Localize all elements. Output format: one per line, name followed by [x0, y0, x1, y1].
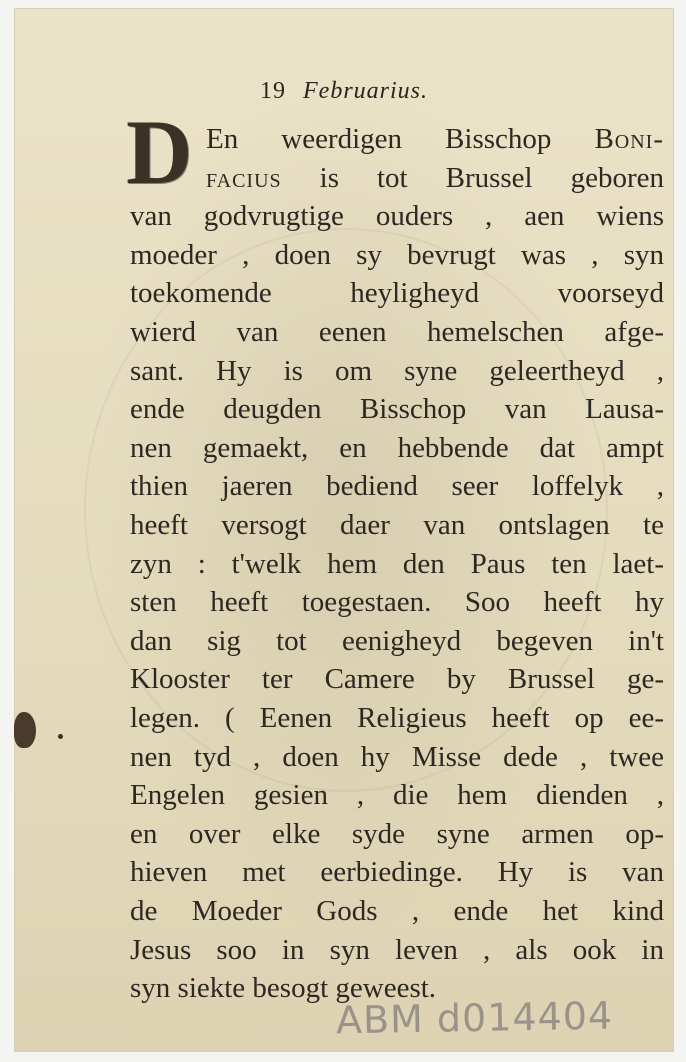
text-line	[130, 508, 664, 542]
text-line	[130, 624, 664, 658]
text-segment: facius	[206, 161, 282, 194]
text-segment: heeft versogt daer van ontslagen te	[130, 509, 664, 541]
archive-reference: ABM d014404	[335, 993, 614, 1043]
text-segment: wierd van eenen hemelschen afge-	[130, 316, 664, 348]
text-segment: legen. ( Eenen Religieus heeft op ee-	[130, 702, 664, 734]
text-line	[130, 354, 664, 388]
text-line	[130, 855, 664, 889]
text-segment: Klooster ter Camere by Brussel ge-	[130, 663, 664, 696]
text-segment: syn siekte besogt geweest.	[130, 972, 437, 1005]
text-line	[206, 161, 664, 195]
page-header	[14, 78, 674, 105]
text-line	[130, 199, 664, 233]
text-segment: de Moeder Gods , ende het kind	[130, 895, 664, 927]
text-line	[130, 431, 664, 465]
text-segment: Engelen gesien , die hem dienden ,	[130, 779, 664, 812]
text-line	[130, 276, 664, 310]
text-segment: ende deugden Bisschop van Lausa-	[130, 393, 664, 426]
ink-blot	[14, 712, 36, 748]
text-line	[130, 238, 664, 272]
text-segment: dan sig tot eenigheyd begeven in't	[130, 624, 664, 657]
ink-dot	[58, 734, 63, 739]
text-line	[206, 122, 664, 156]
text-segment: zyn : t'welk hem den Paus ten laet-	[130, 547, 664, 580]
text-segment: Boni-	[594, 123, 664, 155]
text-segment: van godvrugtige ouders , aen wiens	[130, 200, 664, 233]
text-line	[130, 547, 664, 581]
month-name: Februarius.	[303, 78, 428, 104]
text-line	[130, 740, 664, 774]
text-line	[130, 315, 664, 349]
text-segment: moeder , doen sy bevrugt was , syn	[130, 238, 664, 271]
text-line	[130, 585, 664, 619]
text-segment: toekomende heyligheyd voorseyd	[130, 277, 664, 310]
text-segment: Jesus soo in syn leven , als ook in	[130, 933, 664, 966]
text-line	[130, 701, 664, 735]
text-line	[130, 933, 664, 967]
text-segment: thien jaeren bediend seer loffelyk ,	[130, 470, 664, 503]
text-line	[130, 817, 664, 851]
text-segment: en over elke syde syne armen op-	[130, 817, 664, 850]
text-line	[130, 469, 664, 503]
text-line	[130, 662, 664, 696]
day-number: 19	[260, 78, 286, 104]
text-segment: En weerdigen Bisschop	[206, 123, 595, 155]
text-line	[130, 894, 664, 928]
text-segment: sant. Hy is om syne geleertheyd ,	[130, 354, 664, 387]
text-line	[130, 778, 664, 812]
text-line	[130, 392, 664, 426]
text-segment: sten heeft toegestaen. Soo heeft hy	[130, 586, 664, 619]
text-segment: nen tyd , doen hy Misse dede , twee	[130, 740, 664, 773]
text-segment: is tot Brussel geboren	[281, 161, 664, 194]
text-segment: nen gemaekt, en hebbende dat ampt	[130, 431, 664, 464]
paper-sheet	[14, 8, 674, 1052]
text-segment: hieven met eerbiedinge. Hy is van	[130, 856, 664, 889]
drop-cap: D	[126, 101, 193, 203]
